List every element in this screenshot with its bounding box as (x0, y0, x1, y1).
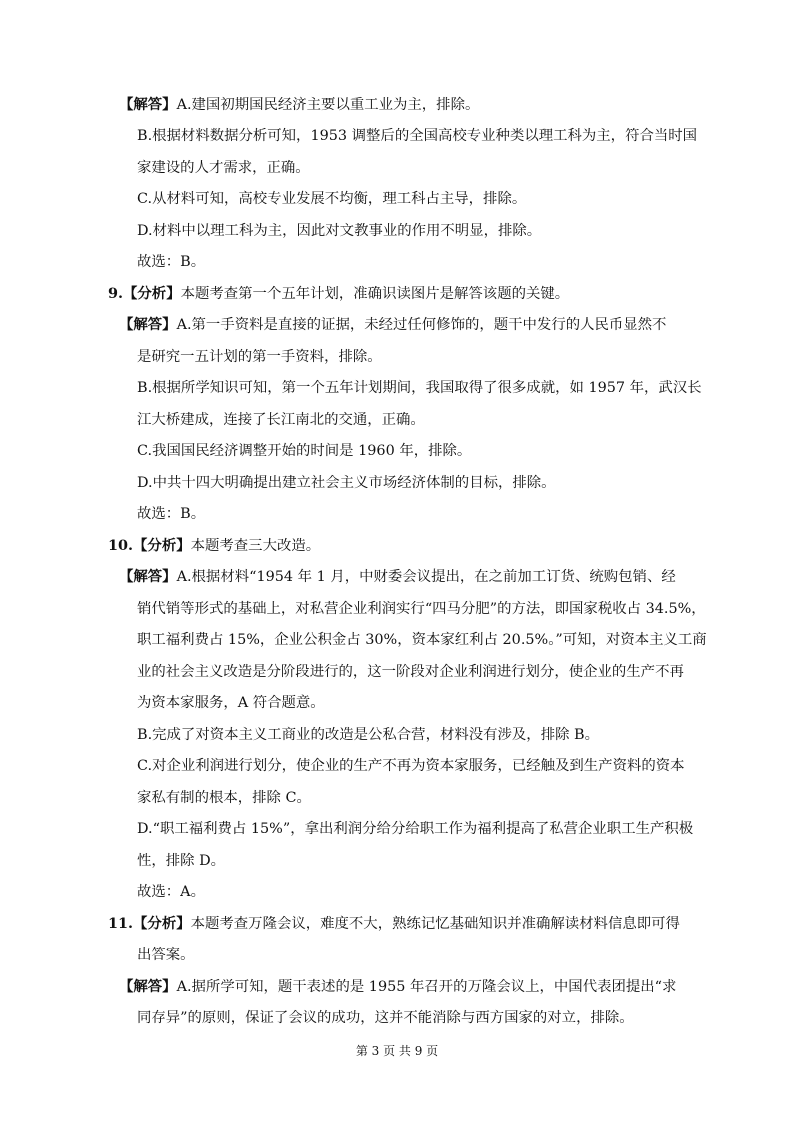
line-text: 职工福利费占 15%，企业公积金占 30%，资本家红利占 20.5%。”可知，对资本主义工商 (137, 632, 707, 648)
line-text: 本题考查三大改造。 (190, 538, 321, 554)
text-line (108, 914, 680, 934)
section-label: 【解答】 (119, 316, 177, 333)
line-text: 故选：B。 (137, 254, 206, 270)
text-line (137, 788, 311, 808)
line-text: C.从材料可知，高校专业发展不均衡，理工科占主导，排除。 (137, 191, 527, 207)
text-line (137, 126, 697, 146)
text-line (137, 662, 684, 682)
line-text: 本题考查万隆会议，难度不大，熟练记忆基础知识并准确解读材料信息即可得 (190, 916, 680, 932)
line-text: 故选：B。 (137, 506, 206, 522)
section-label: 10.【分析】 (108, 537, 191, 554)
line-text: B.根据所学知识可知，第一个五年计划期间，我国取得了很多成就，如 1957 年，武汉长 (137, 380, 702, 396)
text-line (119, 567, 676, 587)
line-text: D.材料中以理工科为主，因此对文教事业的作用不明显，排除。 (137, 223, 542, 239)
line-text: 是研究一五计划的第一手资料，排除。 (137, 349, 382, 365)
line-text: D.“职工福利费占 15%”，拿出利润分给分给职工作为福利提高了私营企业职工生产积极 (137, 821, 694, 837)
text-line (137, 473, 556, 493)
text-line (119, 95, 479, 115)
text-line (137, 725, 599, 745)
line-text: 同存异”的原则，保证了会议的成功，这并不能消除与西方国家的对立，排除。 (137, 1010, 634, 1026)
line-text: A.根据材料“1954 年 1 月，中财委会议提出，在之前加工订货、统购包销、经 (176, 569, 676, 585)
text-line (137, 756, 685, 776)
text-line (137, 252, 205, 272)
line-text: 性，排除 D。 (137, 853, 226, 869)
section-label: 【解答】 (119, 978, 177, 995)
text-line (137, 851, 225, 871)
text-line (137, 693, 325, 713)
text-line (137, 1008, 634, 1028)
line-text: C.我国国民经济调整开始的时间是 1960 年，排除。 (137, 443, 472, 459)
text-line (137, 158, 310, 178)
text-line (137, 882, 205, 902)
line-text: B.完成了对资本主义工商业的改造是公私合营，材料没有涉及，排除 B。 (137, 727, 600, 743)
page-footer: 第 3 页 共 9 页 (355, 1044, 439, 1058)
line-text: A.第一手资料是直接的证据，未经过任何修饰的，题干中发行的人民币显然不 (176, 317, 667, 333)
text-line (137, 441, 471, 461)
section-label: 11.【分析】 (108, 915, 191, 932)
text-line (137, 189, 526, 209)
text-line (137, 630, 707, 650)
line-text: 江大桥建成，连接了长江南北的交通，正确。 (137, 412, 425, 428)
line-text: 销代销等形式的基础上，对私营企业利润实行“四马分肥”的方法，即国家税收占 34.5%， (137, 601, 706, 617)
line-text: D.中共十四大明确提出建立社会主义市场经济体制的目标，排除。 (137, 475, 556, 491)
text-line (108, 284, 569, 304)
text-line (137, 378, 702, 398)
text-line (137, 221, 541, 241)
line-text: 家私有制的根本，排除 C。 (137, 790, 311, 806)
line-text: B.根据材料数据分析可知，1953 调整后的全国高校专业种类以理工科为主，符合当时国 (137, 128, 698, 144)
line-text: 家建设的人才需求，正确。 (137, 160, 310, 176)
text-line (137, 347, 382, 367)
line-text: 故选：A。 (137, 884, 205, 900)
text-line (137, 945, 195, 965)
line-text: C.对企业利润进行划分，使企业的生产不再为资本家服务，已经触及到生产资料的资本 (137, 758, 685, 774)
line-text: A.据所学可知，题干表述的是 1955 年召开的万隆会议上，中国代表团提出“求 (176, 979, 677, 995)
section-label: 9.【分析】 (108, 285, 181, 302)
section-label: 【解答】 (119, 568, 177, 585)
text-line (137, 599, 706, 619)
text-line (137, 819, 693, 839)
text-line (137, 504, 205, 524)
line-text: A.建国初期国民经济主要以重工业为主，排除。 (176, 97, 480, 113)
line-text: 业的社会主义改造是分阶段进行的，这一阶段对企业利润进行划分，使企业的生产不再 (137, 664, 684, 680)
text-line (108, 536, 320, 556)
text-line (119, 315, 666, 335)
text-line (137, 410, 425, 430)
text-line (119, 977, 676, 997)
line-text: 本题考查第一个五年计划，准确识读图片是解答该题的关键。 (180, 286, 570, 302)
line-text: 为资本家服务，A 符合题意。 (137, 695, 325, 711)
line-text: 出答案。 (137, 947, 195, 963)
section-label: 【解答】 (119, 96, 177, 113)
